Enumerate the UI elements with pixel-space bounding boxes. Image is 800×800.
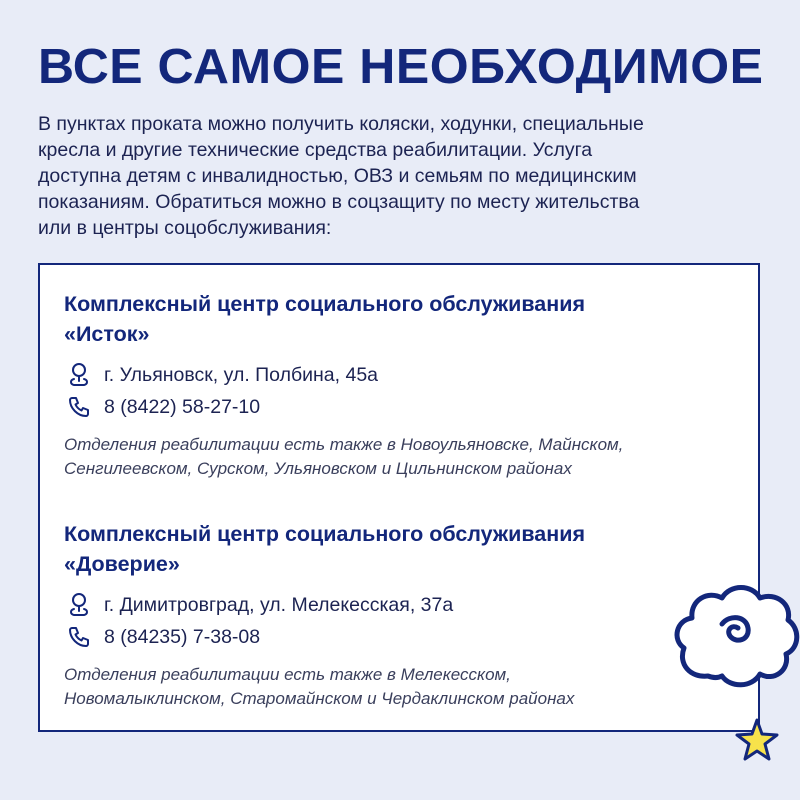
center-name-line: Комплексный центр социального обслуживания	[64, 522, 585, 546]
phone-row[interactable]	[64, 621, 744, 653]
page-title: ВСЕ САМОЕ НЕОБХОДИМОЕ	[38, 40, 764, 94]
note-line: Сенгилеевском, Сурском, Ульяновском и Цильнинском районах	[64, 459, 572, 478]
note-line: Отделения реабилитации есть также в Мелекесском,	[64, 665, 511, 684]
location-pin-icon	[64, 592, 94, 618]
phone-text[interactable]: 8 (84235) 7-38-08	[104, 625, 261, 648]
note-line: Новомалыклинском, Старомайнском и Чердаклинском районах	[64, 689, 575, 708]
center-doverie	[64, 519, 744, 711]
address-row	[64, 589, 744, 621]
center-name	[64, 289, 744, 349]
phone-row[interactable]	[64, 391, 744, 423]
intro-line: В пунктах проката можно получить коляски, ходунки, специальные	[38, 113, 644, 135]
phone-icon	[64, 624, 94, 650]
center-name-line: «Исток»	[64, 322, 150, 346]
branches-note	[64, 663, 744, 711]
address-text: г. Ульяновск, ул. Полбина, 45а	[104, 363, 379, 386]
branches-note	[64, 433, 744, 481]
intro-line: показаниям. Обратиться можно в соцзащиту по месту жительства	[38, 191, 640, 213]
phone-text[interactable]: 8 (8422) 58-27-10	[104, 395, 261, 418]
cloud-icon	[668, 578, 800, 698]
center-istok	[64, 289, 744, 481]
star-icon	[732, 716, 782, 766]
center-name-line: «Доверие»	[64, 552, 180, 576]
address-row	[64, 359, 744, 391]
intro-line: кресла и другие технические средства реабилитации. Услуга	[38, 139, 593, 161]
location-pin-icon	[64, 362, 94, 388]
centers-card	[38, 263, 760, 732]
intro-line: доступна детям с инвалидностью, ОВЗ и семьям по медицинским	[38, 165, 637, 187]
phone-icon	[64, 394, 94, 420]
center-name	[64, 519, 744, 579]
intro-line: или в центры соцобслуживания:	[38, 217, 332, 239]
intro-text	[38, 111, 778, 241]
address-text: г. Димитровград, ул. Мелекесская, 37а	[104, 593, 454, 616]
note-line: Отделения реабилитации есть также в Новоульяновске, Майнском,	[64, 435, 624, 454]
center-name-line: Комплексный центр социального обслуживания	[64, 292, 585, 316]
